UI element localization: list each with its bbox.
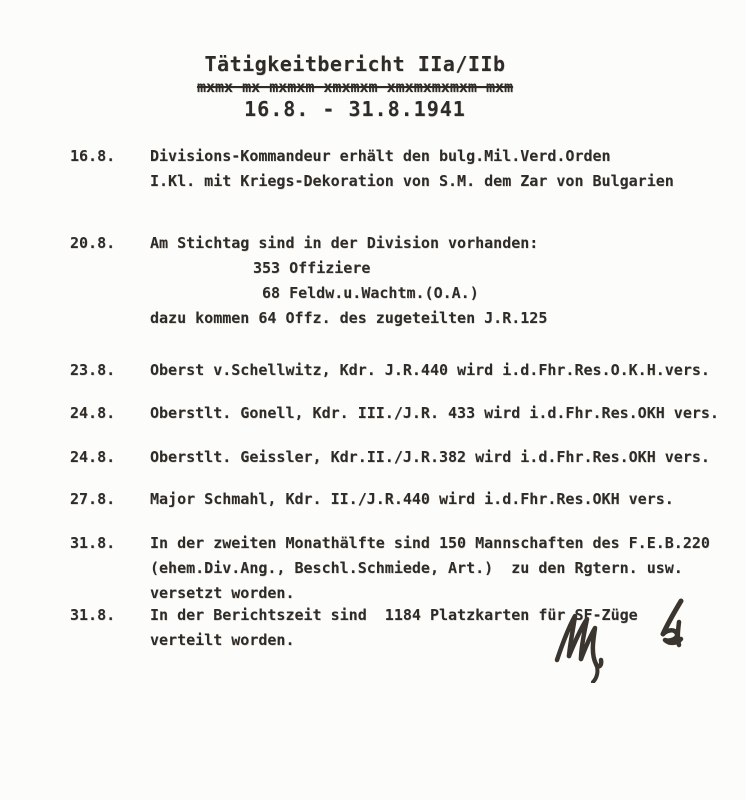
entry-date: 20.8.	[70, 234, 116, 252]
document-title: Tätigkeitbericht IIa/IIb	[204, 52, 506, 76]
entry-text	[150, 144, 674, 194]
entry-20-8	[70, 231, 547, 331]
entry-23-8	[70, 358, 710, 383]
entry-date: 24.8.	[70, 404, 116, 422]
handwritten-ink-mark-icon	[652, 596, 697, 656]
entry-line: Oberstlt. Gonell, Kdr. III./J.R. 433 wird i.d.Fhr.Res.OKH vers.	[150, 404, 719, 422]
entry-date: 16.8.	[70, 147, 116, 165]
entry-text	[150, 487, 674, 512]
entry-text	[150, 401, 719, 426]
entry-line: Oberst v.Schellwitz, Kdr. J.R.440 wird i.d.Fhr.Res.O.K.H.vers.	[150, 361, 710, 379]
entry-16-8	[70, 144, 674, 194]
entry-line: Divisions-Kommandeur erhält den bulg.Mil.Verd.Orden	[150, 147, 611, 165]
entry-text	[150, 445, 710, 470]
handwritten-signature-icon	[550, 608, 625, 683]
entry-text	[150, 231, 547, 331]
entry-line: verteilt worden.	[150, 631, 295, 649]
entry-line: versetzt worden.	[150, 584, 295, 602]
entry-line: (ehem.Div.Ang., Beschl.Schmiede, Art.) zu den Rgtern. usw.	[150, 559, 683, 577]
entry-text	[150, 358, 710, 383]
entry-line: 353 Offiziere	[253, 259, 371, 277]
entry-line: I.Kl. mit Kriegs-Dekoration von S.M. dem Zar von Bulgarien	[150, 172, 674, 190]
entry-31-8-mannschaften	[70, 531, 710, 606]
entry-date: 31.8.	[70, 606, 116, 624]
entry-line: Major Schmahl, Kdr. II./J.R.440 wird i.d.Fhr.Res.OKH vers.	[150, 490, 674, 508]
entry-line: Am Stichtag sind in der Division vorhanden:	[150, 234, 539, 252]
entry-line: In der Berichtszeit sind 1184 Platzkarten für SF-Züge	[150, 606, 638, 624]
entry-24-8-gonell	[70, 401, 719, 426]
report-date-range: 16.8. - 31.8.1941	[244, 97, 466, 121]
entry-line: Oberstlt. Geissler, Kdr.II./J.R.382 wird i.d.Fhr.Res.OKH vers.	[150, 448, 710, 466]
entry-date: 27.8.	[70, 490, 116, 508]
entry-line: dazu kommen 64 Offz. des zugeteilten J.R.125	[150, 309, 548, 327]
entry-text	[150, 531, 710, 606]
entry-24-8-geissler	[70, 445, 710, 470]
entry-date: 24.8.	[70, 448, 116, 466]
entry-date: 23.8.	[70, 361, 116, 379]
entry-date: 31.8.	[70, 534, 116, 552]
entry-line: 68 Feldw.u.Wachtm.(O.A.)	[262, 284, 479, 302]
crossed-out-line: mxmx mx mxmxm xmxmxm xmxmxmxmxm mxm	[196, 78, 514, 96]
entry-27-8	[70, 487, 674, 512]
entry-line: In der zweiten Monathälfte sind 150 Mannschaften des F.E.B.220	[150, 534, 710, 552]
